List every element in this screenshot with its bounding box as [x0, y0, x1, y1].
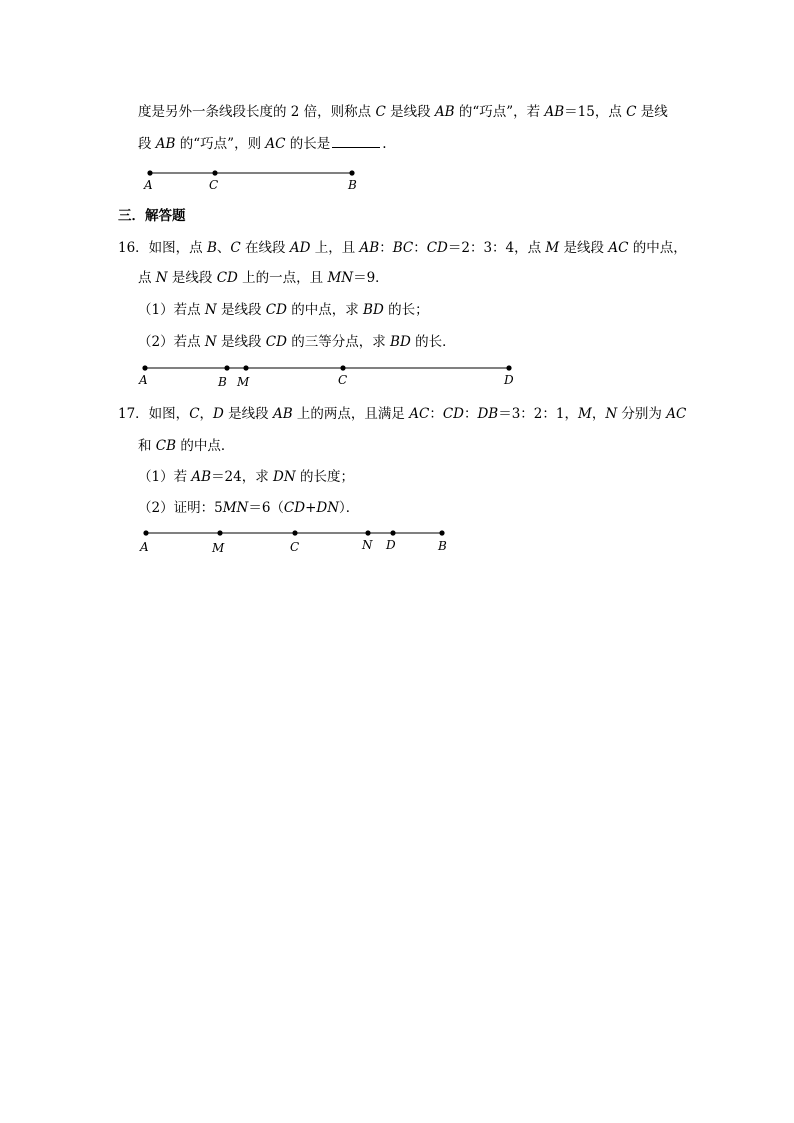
math-var: AB	[155, 136, 176, 152]
point-d	[506, 365, 511, 370]
math-var: AD	[289, 240, 311, 256]
math-var: CB	[155, 438, 177, 454]
math-var: CD	[283, 500, 306, 516]
text: ：	[379, 240, 393, 256]
math-var: AB	[544, 104, 565, 120]
math-var: M	[545, 240, 560, 256]
text: 在线段	[240, 240, 290, 256]
label-b: B	[348, 178, 357, 192]
text: 的长．	[410, 334, 456, 350]
point-b	[439, 530, 444, 535]
math-var: C	[230, 240, 241, 256]
label-b: B	[438, 539, 447, 553]
math-var: AC	[409, 406, 430, 422]
math-var: AB	[434, 104, 455, 120]
math-var: DN	[316, 500, 340, 516]
math-var: MN	[327, 270, 354, 286]
text: ，	[199, 406, 214, 422]
point-c	[212, 170, 217, 175]
math-var: C	[375, 104, 386, 120]
math-var: CD	[216, 270, 238, 286]
text: 上的两点，且满足	[292, 406, 410, 422]
text: 的长是	[285, 136, 331, 152]
label-m: M	[212, 541, 225, 555]
point-b	[349, 170, 354, 175]
text: 的“巧点”，则	[175, 136, 266, 152]
text: 分别为	[617, 406, 667, 422]
math-var: BC	[392, 240, 414, 256]
math-var: MN	[222, 500, 249, 516]
math-var: AB	[359, 240, 380, 256]
label-n: N	[362, 538, 373, 552]
label-a: A	[144, 178, 153, 192]
math-var: N	[155, 270, 168, 286]
text: ：	[413, 240, 427, 256]
text: 的中点，求	[286, 302, 364, 318]
label-c: C	[209, 178, 219, 192]
math-var: DN	[273, 469, 296, 485]
math-var: C	[189, 406, 200, 422]
point-c	[292, 530, 297, 535]
text: 是线	[636, 104, 668, 120]
text: 的中点，	[628, 240, 687, 256]
text: ＝24，求	[211, 469, 274, 485]
text: 上，且	[310, 240, 360, 256]
text: 段	[138, 136, 156, 152]
text: （2）若点	[138, 334, 205, 350]
math-var: N	[605, 406, 618, 422]
text: 17．如图，	[118, 406, 190, 422]
text: 是线段	[385, 104, 435, 120]
text: ＝6（	[248, 500, 284, 516]
text: 上的一点，且	[237, 270, 328, 286]
math-var: AC	[608, 240, 629, 256]
text: .	[382, 136, 387, 152]
text: 点	[138, 270, 156, 286]
text: ＝2：3：4，点	[447, 240, 546, 256]
label-d: D	[504, 373, 514, 387]
point-n	[365, 530, 370, 535]
math-var: CD	[442, 406, 464, 422]
text: 的长度；	[295, 469, 354, 485]
math-var: N	[204, 302, 217, 318]
math-var: AB	[191, 469, 212, 485]
section-title: 三．解答题	[118, 208, 186, 224]
label-a: A	[139, 373, 148, 387]
point-c	[340, 365, 345, 370]
math-var: BD	[363, 302, 384, 318]
text: ，	[591, 406, 606, 422]
label-c: C	[338, 373, 348, 387]
q16-figure	[138, 365, 514, 389]
text: 是线段	[216, 302, 266, 318]
text: ＝9．	[353, 270, 389, 286]
text: 的中点．	[176, 438, 235, 454]
math-var: CD	[265, 302, 287, 318]
text: 、	[216, 240, 231, 256]
math-var: BD	[390, 334, 411, 350]
label-m: M	[237, 375, 250, 389]
text: 是线段	[223, 406, 273, 422]
label-a: A	[140, 540, 149, 554]
text: ：	[463, 406, 478, 422]
text: ＝15，点	[564, 104, 627, 120]
label-c: C	[290, 540, 300, 554]
math-var: D	[213, 406, 224, 422]
math-var: N	[204, 334, 217, 350]
text: ）．	[339, 500, 360, 516]
point-b	[224, 365, 229, 370]
text: 和	[138, 438, 156, 454]
math-var: C	[626, 104, 637, 120]
text: 的长；	[383, 302, 429, 318]
math-var: AC	[265, 136, 286, 152]
label-d: D	[386, 538, 396, 552]
text: （1）若	[138, 469, 192, 485]
text: ：	[429, 406, 443, 422]
text: （2）证明：5	[138, 500, 223, 516]
text: ＝3：2：1，	[498, 406, 578, 422]
q17-figure	[139, 530, 447, 555]
math-var: DB	[477, 406, 499, 422]
math-var: AC	[666, 406, 687, 422]
point-m	[243, 365, 248, 370]
text: （1）若点	[138, 302, 205, 318]
math-var: AB	[272, 406, 293, 422]
math-var: CD	[265, 334, 287, 350]
point-d	[390, 530, 395, 535]
math-var: CD	[426, 240, 448, 256]
q15-figure	[143, 170, 357, 192]
math-var: B	[206, 240, 217, 256]
point-a	[147, 170, 152, 175]
text: 16．如图，点	[118, 240, 207, 256]
text: +	[305, 500, 317, 516]
text: 是线段	[167, 270, 217, 286]
point-m	[217, 530, 222, 535]
text: 的三等分点，求	[286, 334, 391, 350]
point-a	[142, 365, 147, 370]
text: 是线段	[216, 334, 266, 350]
text: 的“巧点”，若	[454, 104, 545, 120]
label-b: B	[218, 375, 227, 389]
point-a	[143, 530, 148, 535]
text: 是线段	[559, 240, 609, 256]
text: 度是另外一条线段长度的 2 倍，则称点	[138, 104, 376, 120]
math-var: M	[578, 406, 592, 422]
